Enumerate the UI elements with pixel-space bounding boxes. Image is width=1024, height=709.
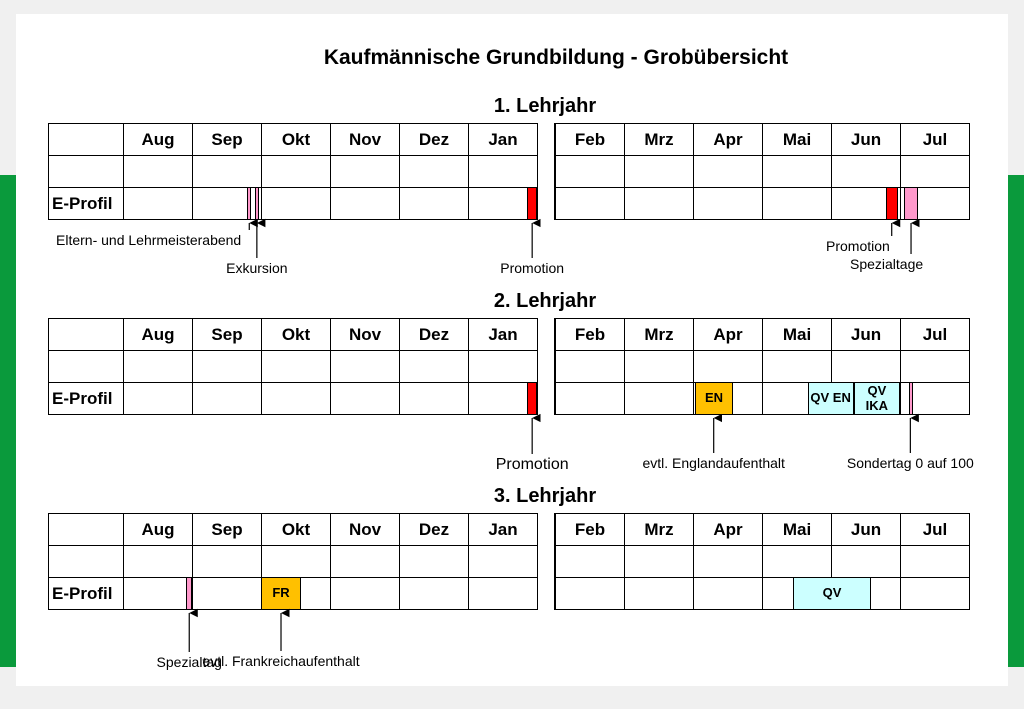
- event-marker: [527, 187, 537, 220]
- month-cell: [330, 155, 400, 188]
- month-cell: [192, 382, 262, 415]
- annotation-label: Exkursion: [226, 260, 288, 276]
- month-cell: [399, 545, 469, 578]
- month-header: Jul: [900, 513, 970, 546]
- month-header: Mai: [762, 318, 832, 351]
- month-header: Dez: [399, 123, 469, 156]
- event-marker: [909, 382, 913, 415]
- month-cell: [693, 155, 763, 188]
- month-cell: [330, 350, 400, 383]
- row-label-blank: [48, 350, 124, 383]
- month-header: Jun: [831, 318, 901, 351]
- month-cell: [123, 350, 193, 383]
- month-header: Feb: [555, 318, 625, 351]
- month-cell: [399, 155, 469, 188]
- annotation-label: evtl. Frankreichaufenthalt: [202, 653, 360, 669]
- month-cell: [693, 577, 763, 610]
- month-cell: [399, 382, 469, 415]
- event-marker: [186, 577, 192, 610]
- month-header: Nov: [330, 513, 400, 546]
- month-cell: [123, 577, 193, 610]
- event-marker: FR: [261, 577, 301, 610]
- month-cell: [624, 577, 694, 610]
- half-separator: [554, 123, 555, 220]
- row-label-blank: [48, 123, 124, 156]
- month-cell: [762, 187, 832, 220]
- year-heading: 1. Lehrjahr: [493, 95, 597, 117]
- month-cell: [624, 155, 694, 188]
- month-cell: [123, 545, 193, 578]
- right-accent-bar: [1008, 175, 1024, 667]
- row-label-blank: [48, 318, 124, 351]
- month-cell: [555, 350, 625, 383]
- month-header: Aug: [123, 123, 193, 156]
- month-cell: [330, 577, 400, 610]
- month-cell: [261, 382, 331, 415]
- month-cell: [555, 382, 625, 415]
- month-header: Jan: [468, 318, 538, 351]
- event-marker: [527, 382, 537, 415]
- month-cell: [330, 187, 400, 220]
- month-cell: [468, 577, 538, 610]
- annotation-label: Spezialtag: [156, 654, 222, 670]
- event-marker: EN: [695, 382, 733, 415]
- month-header: Mrz: [624, 123, 694, 156]
- year-heading: 2. Lehrjahr: [493, 290, 597, 312]
- month-header: Jul: [900, 318, 970, 351]
- month-header: Mai: [762, 513, 832, 546]
- month-cell: [261, 350, 331, 383]
- month-cell: [624, 545, 694, 578]
- month-header: Apr: [693, 513, 763, 546]
- month-header: Okt: [261, 123, 331, 156]
- month-cell: [399, 350, 469, 383]
- annotation-label: Spezialtage: [850, 256, 924, 272]
- month-cell: [192, 577, 262, 610]
- annotation-label: Promotion: [500, 260, 565, 276]
- month-cell: [192, 187, 262, 220]
- month-header: Sep: [192, 318, 262, 351]
- month-cell: [399, 187, 469, 220]
- row-label-e-profil: E-Profil: [48, 382, 124, 415]
- month-cell: [900, 545, 970, 578]
- year-heading: 3. Lehrjahr: [493, 485, 597, 507]
- month-header: Apr: [693, 318, 763, 351]
- month-cell: [624, 187, 694, 220]
- month-cell: [555, 187, 625, 220]
- month-cell: [468, 545, 538, 578]
- page-title: Kaufmännische Grundbildung - Grobübersicht: [323, 46, 789, 69]
- event-marker: [247, 187, 251, 220]
- month-header: Dez: [399, 318, 469, 351]
- month-header: Mrz: [624, 318, 694, 351]
- event-marker: [255, 187, 259, 220]
- annotation-label: evtl. Englandaufenthalt: [642, 455, 785, 471]
- month-cell: [468, 350, 538, 383]
- month-header: Dez: [399, 513, 469, 546]
- month-cell: [693, 545, 763, 578]
- month-cell: [192, 155, 262, 188]
- event-marker: [886, 187, 898, 220]
- half-separator: [554, 513, 555, 610]
- annotation-label: Promotion: [495, 456, 569, 473]
- annotation-label: Sondertag 0 auf 100: [846, 455, 974, 471]
- annotation-label: Eltern- und Lehrmeisterabend: [56, 232, 242, 248]
- month-header: Jan: [468, 513, 538, 546]
- month-header: Okt: [261, 513, 331, 546]
- month-header: Apr: [693, 123, 763, 156]
- event-marker: [904, 187, 918, 220]
- month-cell: [261, 545, 331, 578]
- month-cell: [468, 155, 538, 188]
- left-accent-bar: [0, 175, 16, 667]
- month-header: Aug: [123, 513, 193, 546]
- month-cell: [555, 577, 625, 610]
- month-cell: [261, 155, 331, 188]
- month-cell: [555, 155, 625, 188]
- month-cell: [192, 545, 262, 578]
- month-cell: [831, 350, 901, 383]
- month-header: Okt: [261, 318, 331, 351]
- month-cell: [831, 155, 901, 188]
- month-cell: [831, 545, 901, 578]
- month-header: Feb: [555, 123, 625, 156]
- month-cell: [762, 545, 832, 578]
- month-cell: [693, 187, 763, 220]
- event-marker: QV EN: [808, 382, 854, 415]
- month-cell: [624, 382, 694, 415]
- month-cell: [330, 545, 400, 578]
- month-cell: [762, 155, 832, 188]
- month-header: Jul: [900, 123, 970, 156]
- month-cell: [123, 155, 193, 188]
- half-separator: [554, 318, 555, 415]
- month-cell: [330, 382, 400, 415]
- month-cell: [123, 187, 193, 220]
- month-cell: [261, 187, 331, 220]
- month-cell: [555, 545, 625, 578]
- month-cell: [762, 350, 832, 383]
- month-cell: [192, 350, 262, 383]
- month-header: Nov: [330, 123, 400, 156]
- month-header: Jun: [831, 513, 901, 546]
- row-label-e-profil: E-Profil: [48, 187, 124, 220]
- month-cell: [900, 155, 970, 188]
- month-header: Aug: [123, 318, 193, 351]
- month-cell: [123, 382, 193, 415]
- month-cell: [693, 350, 763, 383]
- event-marker: QV: [793, 577, 871, 610]
- month-cell: [900, 350, 970, 383]
- month-header: Sep: [192, 123, 262, 156]
- month-header: Nov: [330, 318, 400, 351]
- month-header: Sep: [192, 513, 262, 546]
- month-header: Jun: [831, 123, 901, 156]
- annotation-label: Promotion: [826, 238, 890, 254]
- month-header: Feb: [555, 513, 625, 546]
- month-header: Mai: [762, 123, 832, 156]
- month-header: Jan: [468, 123, 538, 156]
- month-cell: [399, 577, 469, 610]
- row-label-blank: [48, 545, 124, 578]
- month-header: Mrz: [624, 513, 694, 546]
- month-cell: [624, 350, 694, 383]
- row-label-e-profil: E-Profil: [48, 577, 124, 610]
- row-label-blank: [48, 155, 124, 188]
- row-label-blank: [48, 513, 124, 546]
- event-marker: QV IKA: [854, 382, 900, 415]
- month-cell: [900, 577, 970, 610]
